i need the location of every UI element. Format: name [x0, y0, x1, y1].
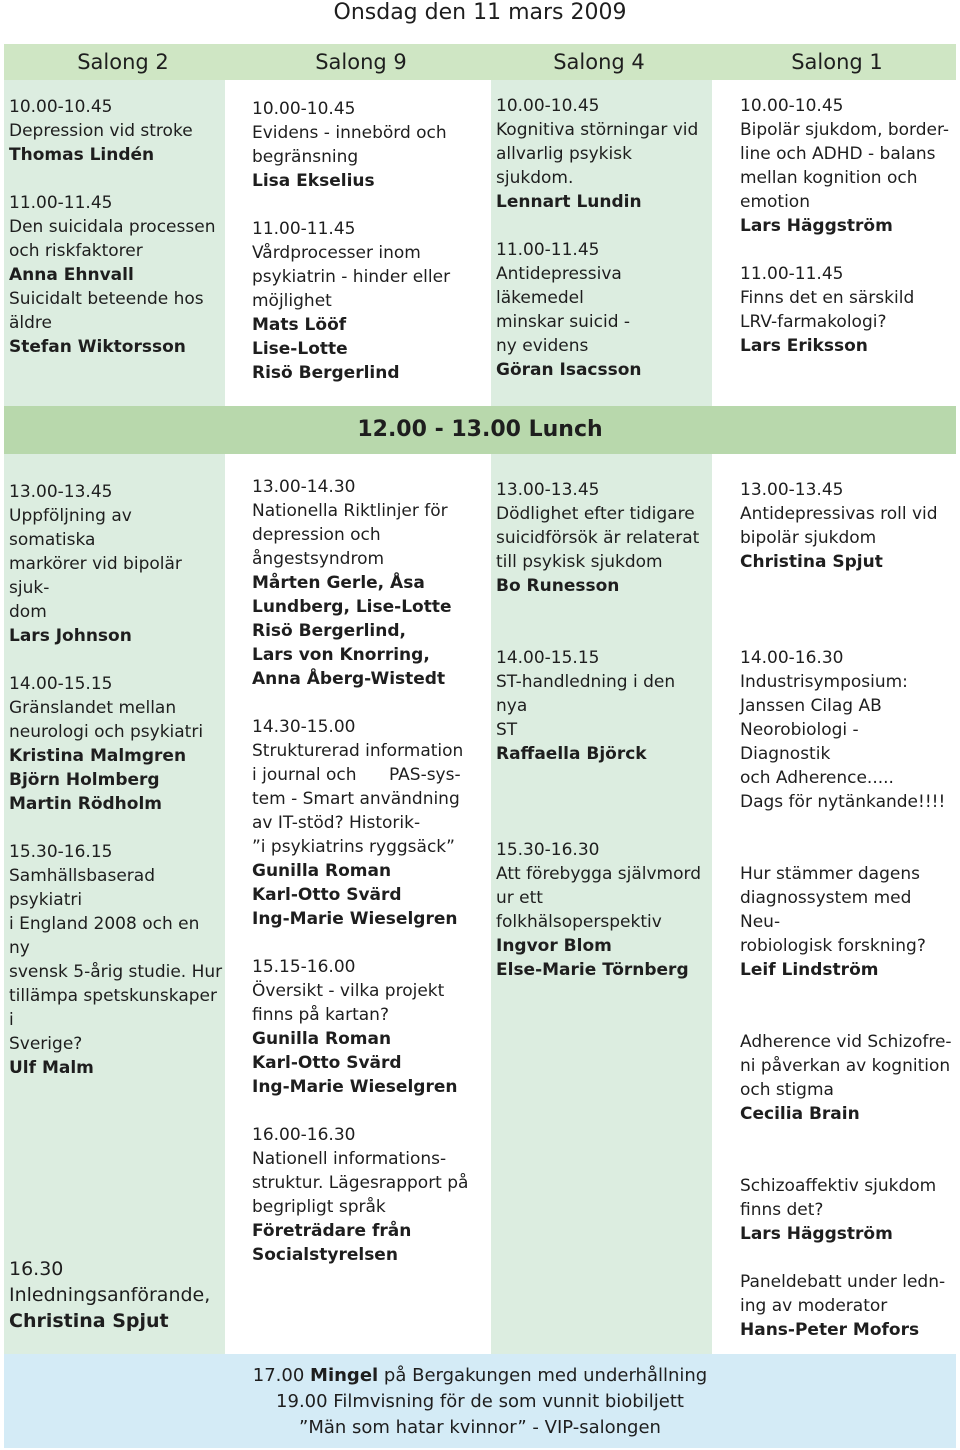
morning-salong-9: [247, 80, 490, 406]
speaker: Leif Lindström: [740, 960, 879, 980]
speaker: Mats Lööf: [252, 315, 347, 335]
room-header-salong-2: Salong 2: [77, 50, 169, 74]
session-title: och riskfaktorer: [9, 241, 143, 261]
morning-salong-1: [735, 80, 956, 406]
session-title: Bipolär sjukdom, border-: [740, 120, 950, 140]
speaker: Martin Rödholm: [9, 794, 163, 814]
speaker: Gunilla Roman: [252, 861, 392, 881]
room-header-bar: [4, 44, 956, 80]
speaker: Lennart Lundin: [496, 192, 642, 212]
session-title: ST: [496, 720, 518, 740]
session-title: Finns det en särskild: [740, 288, 915, 308]
session-time: 14.30-15.00: [252, 717, 356, 737]
session-title: äldre: [9, 313, 53, 333]
room-header-salong-1: Salong 1: [791, 50, 883, 74]
session-title: Evidens - innebörd och: [252, 123, 447, 143]
afternoon-salong-9: [247, 454, 490, 1354]
session-time: 11.00-11.45: [252, 219, 356, 239]
session-title: Schizoaffektiv sjukdom: [740, 1176, 937, 1196]
session-title: ny evidens: [496, 336, 589, 356]
session-title: ”i psykiatrins ryggsäck”: [252, 837, 455, 857]
room-header-salong-4: Salong 4: [553, 50, 645, 74]
session-title: och Adherence.....: [740, 768, 894, 788]
speaker: Lars Eriksson: [740, 336, 868, 356]
session-time: 11.00-11.45: [740, 264, 844, 284]
evening-line-mingel: [4, 1363, 956, 1389]
speaker: Lars von Knorring,: [252, 645, 430, 665]
session-title: neurologi och psykiatri: [9, 722, 204, 742]
session-title: dom: [9, 602, 47, 622]
session-title: Hur stämmer dagens: [740, 864, 920, 884]
session-title: Dags för nytänkande!!!!: [740, 792, 946, 812]
session-title: Att förebygga självmord: [496, 864, 702, 884]
session-title: svensk 5-årig studie. Hur: [9, 962, 223, 982]
speaker: Lars Häggström: [740, 216, 893, 236]
session-title: psykiatrin - hinder eller: [252, 267, 451, 287]
session-time: 15.30-16.30: [496, 840, 600, 860]
session-title: Janssen Cilag AB: [740, 696, 882, 716]
session-title: bipolär sjukdom: [740, 528, 877, 548]
speaker: Ingvor Blom: [496, 936, 612, 956]
session-time: 16.30: [9, 1258, 64, 1280]
session-time: 14.00-16.30: [740, 648, 844, 668]
session-title: finns på kartan?: [252, 1005, 389, 1025]
speaker: Christina Spjut: [740, 552, 883, 572]
speaker: Gunilla Roman: [252, 1029, 392, 1049]
session-title: diagnossystem med Neu-: [740, 888, 912, 932]
session-time: 10.00-10.45: [740, 96, 844, 116]
speaker: Anna Ehnvall: [9, 265, 134, 285]
session-time: 11.00-11.45: [9, 193, 113, 213]
speaker: Else-Marie Törnberg: [496, 960, 689, 980]
session-title: Sverige?: [9, 1034, 83, 1054]
session-time: 13.00-13.45: [740, 480, 844, 500]
speaker: Mårten Gerle, Åsa: [252, 573, 425, 593]
session-time: 13.00-13.45: [496, 480, 600, 500]
session-title: till psykisk sjukdom: [496, 552, 663, 572]
session-time: 10.00-10.45: [252, 99, 356, 119]
speaker: Ing-Marie Wieselgren: [252, 1077, 458, 1097]
session-time: 16.00-16.30: [252, 1125, 356, 1145]
session-title: line och ADHD - balans: [740, 144, 936, 164]
session-title: finns det?: [740, 1200, 824, 1220]
afternoon-salong-1: [735, 454, 956, 1354]
session-title: ni påverkan av kognition: [740, 1056, 951, 1076]
session-title: Strukturerad information: [252, 741, 464, 761]
session-title: Uppföljning av somatiska: [9, 506, 132, 550]
session-title: struktur. Lägesrapport på: [252, 1173, 469, 1193]
evening-text: på Bergakungen med underhållning: [378, 1365, 708, 1386]
evening-highlight: Mingel: [310, 1365, 379, 1386]
speaker: Cecilia Brain: [740, 1104, 860, 1124]
session-title: tem - Smart användning: [252, 789, 460, 809]
session-title: möjlighet: [252, 291, 332, 311]
session-title: Antidepressivas roll vid: [740, 504, 938, 524]
session-time: 15.15-16.00: [252, 957, 356, 977]
session-title: robiologisk forskning?: [740, 936, 926, 956]
session-title: mellan kognition och: [740, 168, 918, 188]
evening-info-bar: [4, 1354, 956, 1448]
speaker: Karl-Otto Svärd: [252, 1053, 402, 1073]
speaker: Stefan Wiktorsson: [9, 337, 186, 357]
afternoon-salong-4: [491, 454, 712, 1354]
speaker: Lisa Ekselius: [252, 171, 375, 191]
lunch-bar: 12.00 - 13.00 Lunch: [4, 406, 956, 454]
session-title: av IT-stöd? Historik-: [252, 813, 421, 833]
session-title: Samhällsbaserad psykiatri: [9, 866, 155, 910]
session-time: 13.00-14.30: [252, 477, 356, 497]
session-time: 13.00-13.45: [9, 482, 113, 502]
session-title: Neorobiologi - Diagnostik: [740, 720, 859, 764]
speaker: Hans-Peter Mofors: [740, 1320, 920, 1340]
speaker: Björn Holmberg: [9, 770, 160, 790]
speaker: Göran Isacsson: [496, 360, 642, 380]
session-title: Suicidalt beteende hos: [9, 289, 204, 309]
room-header-salong-9: Salong 9: [315, 50, 407, 74]
speaker: Raffaella Björck: [496, 744, 647, 764]
evening-line-vip: ”Män som hatar kvinnor” - VIP-salongen: [299, 1417, 661, 1438]
speaker: Thomas Lindén: [9, 145, 155, 165]
speaker: Lundberg, Lise-Lotte: [252, 597, 452, 617]
session-time: 14.00-15.15: [496, 648, 600, 668]
session-title: suicidförsök är relaterat: [496, 528, 700, 548]
morning-salong-4: [491, 80, 712, 406]
session-title: allvarlig psykisk sjukdom.: [496, 144, 632, 188]
session-time: 10.00-10.45: [9, 97, 113, 117]
speaker: Ulf Malm: [9, 1058, 94, 1078]
session-time: 10.00-10.45: [496, 96, 600, 116]
session-title: emotion: [740, 192, 810, 212]
speaker: Bo Runesson: [496, 576, 620, 596]
speaker: Lars Häggström: [740, 1224, 893, 1244]
session-title: Paneldebatt under ledn-: [740, 1272, 946, 1292]
session-title: Inledningsanförande,: [9, 1284, 211, 1306]
session-title: begränsning: [252, 147, 359, 167]
session-title: Industrisymposium:: [740, 672, 908, 692]
session-title: minskar suicid -: [496, 312, 631, 332]
evening-line-film: 19.00 Filmvisning för de som vunnit biobiljett: [276, 1391, 684, 1412]
afternoon-salong-2: [4, 454, 225, 1354]
session-title: Nationella Riktlinjer för: [252, 501, 448, 521]
speaker: Lise-Lotte: [252, 339, 348, 359]
speaker: Företrädare från: [252, 1221, 412, 1241]
session-title: Översikt - vilka projekt: [252, 981, 445, 1001]
session-title: Den suicidala processen: [9, 217, 216, 237]
session-title: ing av moderator: [740, 1296, 888, 1316]
session-title: i England 2008 och en ny: [9, 914, 200, 958]
session-title: och stigma: [740, 1080, 834, 1100]
session-title: tillämpa spetskunskaper i: [9, 986, 217, 1030]
speaker: Lars Johnson: [9, 626, 132, 646]
session-title: begripligt språk: [252, 1197, 386, 1217]
session-title: Antidepressiva läkemedel: [496, 264, 622, 308]
session-title: Dödlighet efter tidigare: [496, 504, 695, 524]
session-title: i journal och PAS-sys-: [252, 765, 461, 785]
session-title: markörer vid bipolär sjuk-: [9, 554, 182, 598]
speaker: Karl-Otto Svärd: [252, 885, 402, 905]
session-title: LRV-farmakologi?: [740, 312, 887, 332]
speaker: Risö Bergerlind,: [252, 621, 406, 641]
session-title: ur ett folkhälsoperspektiv: [496, 888, 662, 932]
session-time: 15.30-16.15: [9, 842, 113, 862]
speaker: Socialstyrelsen: [252, 1245, 398, 1265]
session-title: depression och: [252, 525, 381, 545]
session-title: Depression vid stroke: [9, 121, 193, 141]
session-title: ST-handledning i den nya: [496, 672, 676, 716]
page-title: Onsdag den 11 mars 2009: [333, 0, 627, 25]
session-title: ångestsyndrom: [252, 549, 385, 569]
speaker: Christina Spjut: [9, 1310, 169, 1332]
session-title: Nationell informations-: [252, 1149, 447, 1169]
speaker: Risö Bergerlind: [252, 363, 400, 383]
session-title: Gränslandet mellan: [9, 698, 177, 718]
session-title: Kognitiva störningar vid: [496, 120, 699, 140]
evening-text: 17.00: [252, 1365, 311, 1386]
morning-salong-2: [4, 80, 225, 406]
speaker: Kristina Malmgren: [9, 746, 187, 766]
speaker: Ing-Marie Wieselgren: [252, 909, 458, 929]
session-time: 14.00-15.15: [9, 674, 113, 694]
session-title: Adherence vid Schizofre-: [740, 1032, 952, 1052]
session-title: Vårdprocesser inom: [252, 243, 421, 263]
speaker: Anna Åberg-Wistedt: [252, 669, 446, 689]
session-time: 11.00-11.45: [496, 240, 600, 260]
